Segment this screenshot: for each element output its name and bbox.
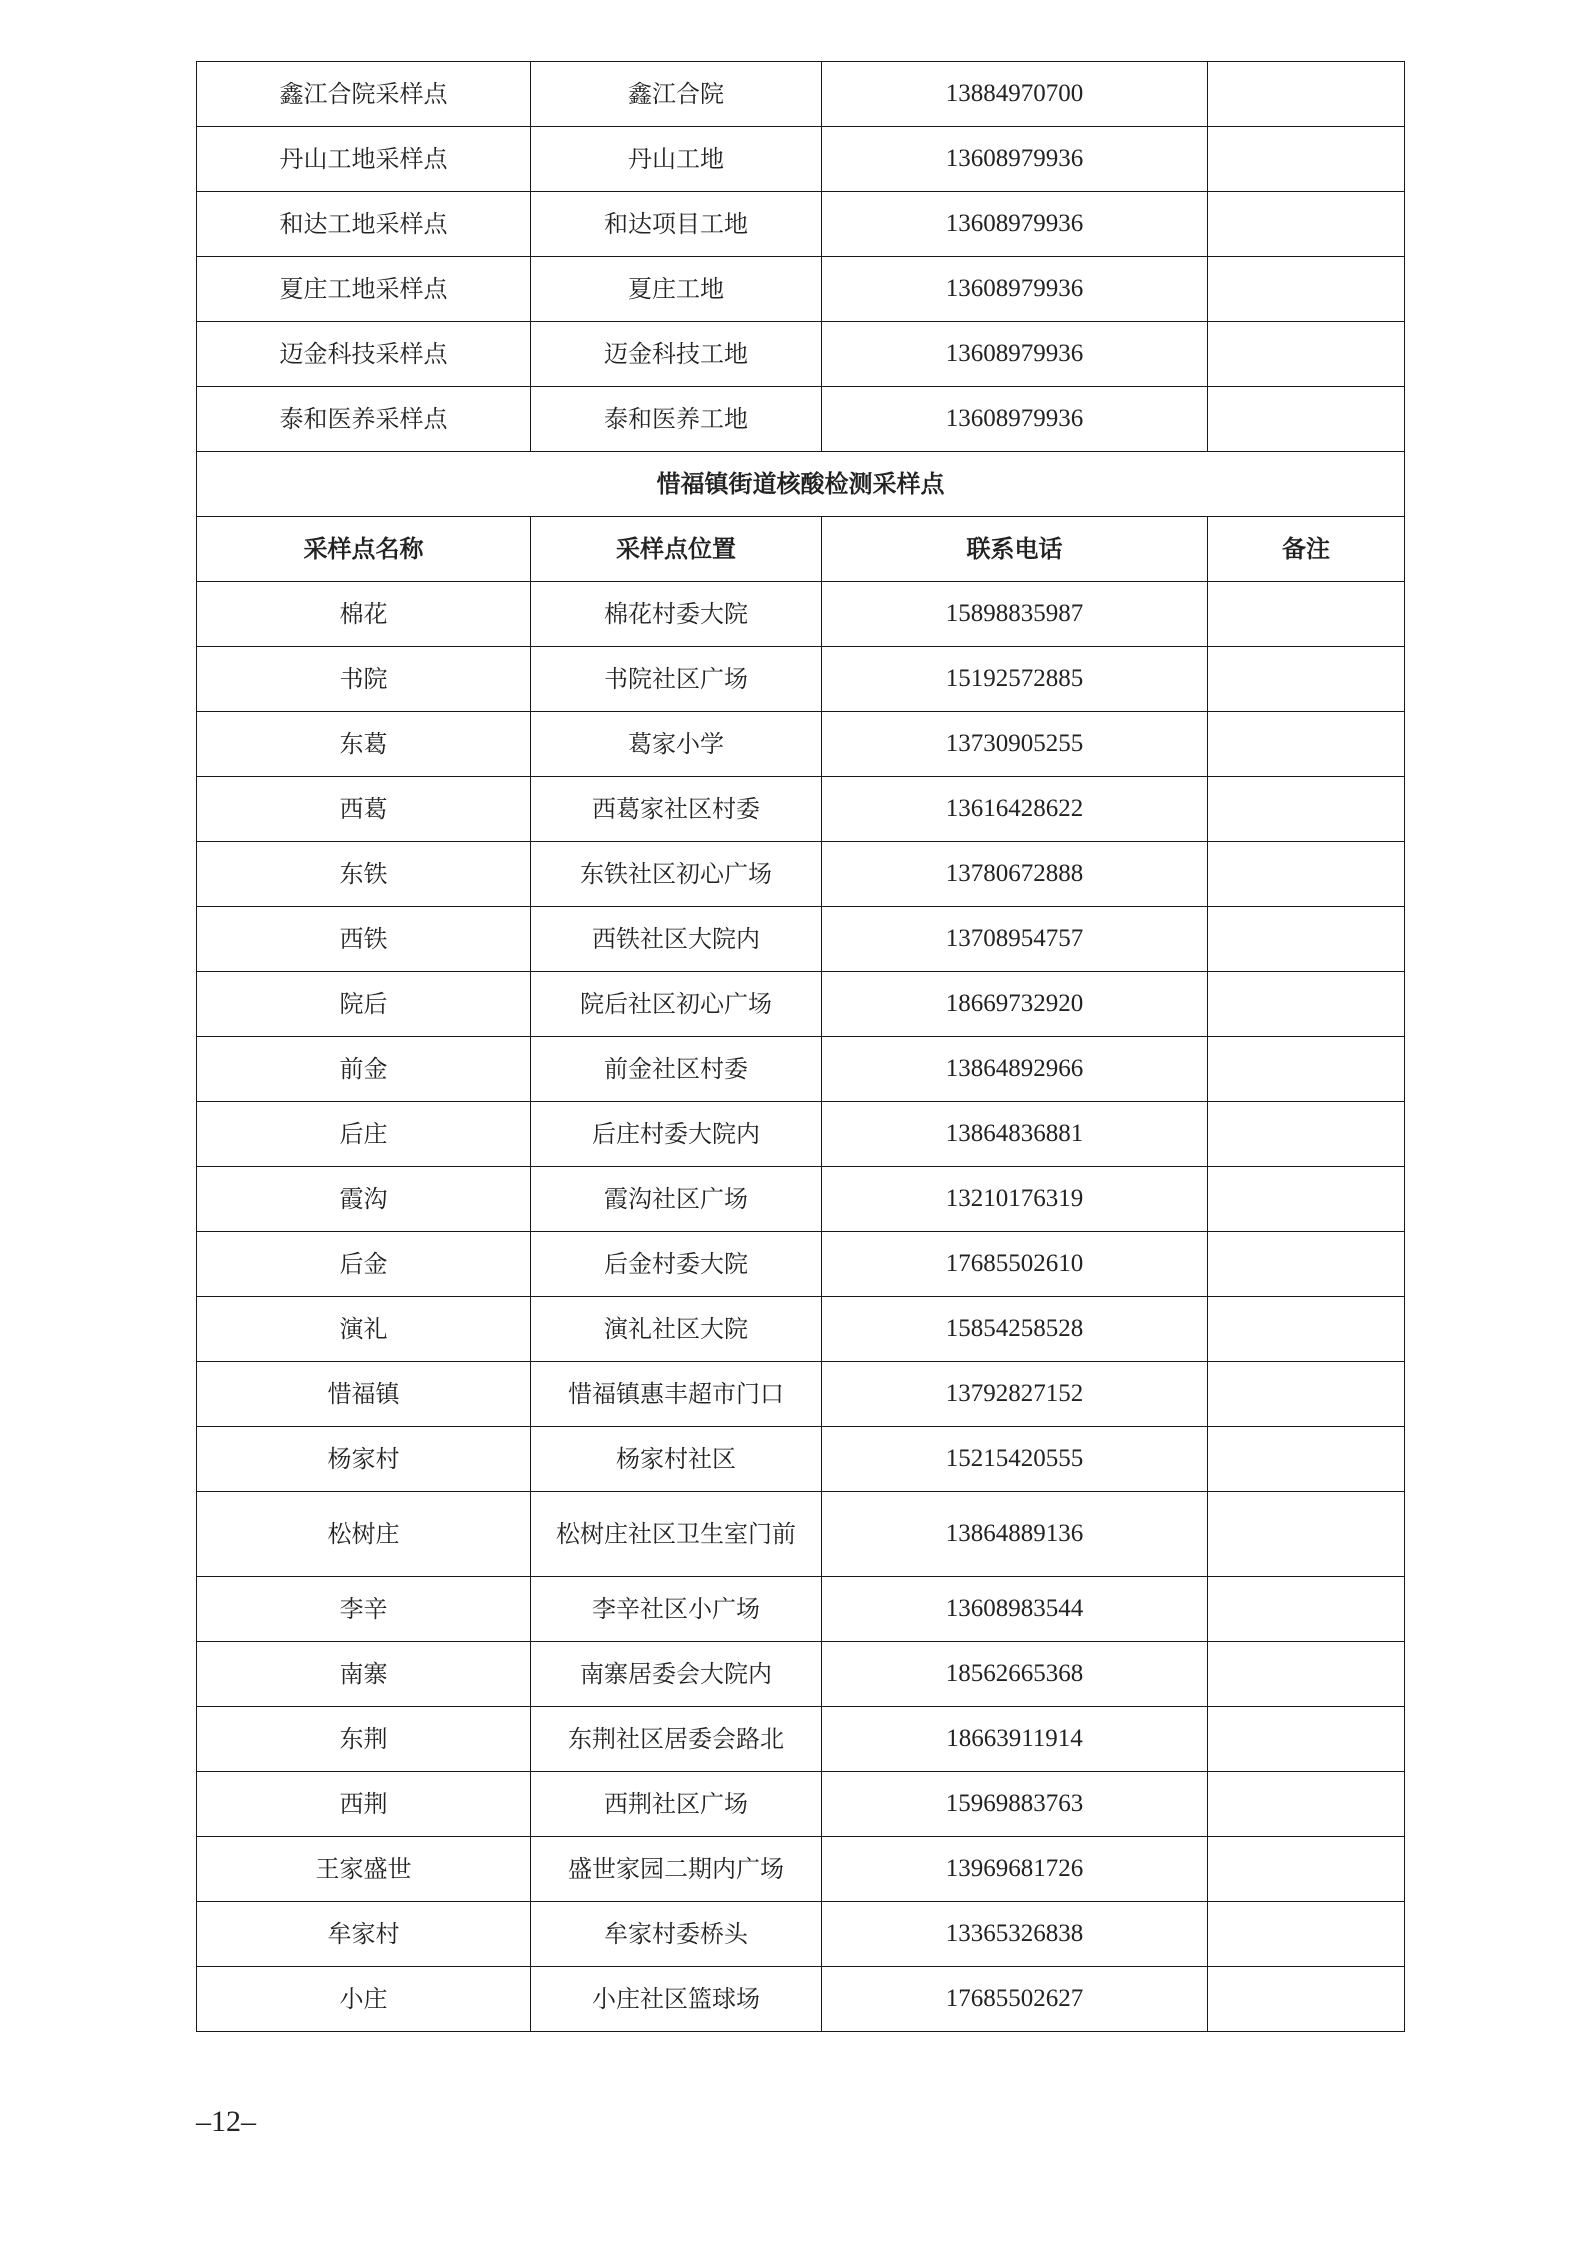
phone-cell: 13608979936 <box>822 322 1208 387</box>
phone-cell: 18669732920 <box>822 972 1208 1037</box>
table-row <box>197 712 1405 777</box>
phone-cell: 13864889136 <box>822 1492 1208 1577</box>
site-location-cell: 牟家村委桥头 <box>531 1902 822 1967</box>
note-cell <box>1208 1837 1405 1902</box>
sampling-points-table <box>196 61 1405 2032</box>
note-cell <box>1208 1102 1405 1167</box>
note-cell <box>1208 257 1405 322</box>
phone-cell: 13864836881 <box>822 1102 1208 1167</box>
page-number: –12– <box>196 2105 256 2138</box>
site-name-cell: 松树庄 <box>197 1492 531 1577</box>
phone-cell: 18562665368 <box>822 1642 1208 1707</box>
table-row <box>197 907 1405 972</box>
phone-cell: 13608979936 <box>822 257 1208 322</box>
note-cell <box>1208 1232 1405 1297</box>
table-row <box>197 1707 1405 1772</box>
phone-cell: 13608979936 <box>822 192 1208 257</box>
site-location-cell: 霞沟社区广场 <box>531 1167 822 1232</box>
phone-cell: 15854258528 <box>822 1297 1208 1362</box>
table-row <box>197 62 1405 127</box>
site-name-cell: 西荆 <box>197 1772 531 1837</box>
note-cell <box>1208 1362 1405 1427</box>
note-cell <box>1208 62 1405 127</box>
note-cell <box>1208 322 1405 387</box>
phone-cell: 17685502627 <box>822 1967 1208 2032</box>
site-location-cell: 鑫江合院 <box>531 62 822 127</box>
table-row <box>197 842 1405 907</box>
table-row <box>197 1577 1405 1642</box>
site-location-cell: 前金社区村委 <box>531 1037 822 1102</box>
site-location-cell: 泰和医养工地 <box>531 387 822 452</box>
note-cell <box>1208 192 1405 257</box>
site-location-cell: 葛家小学 <box>531 712 822 777</box>
table-row <box>197 257 1405 322</box>
phone-cell: 15192572885 <box>822 647 1208 712</box>
site-name-cell: 杨家村 <box>197 1427 531 1492</box>
site-location-cell: 西荆社区广场 <box>531 1772 822 1837</box>
site-location-cell: 夏庄工地 <box>531 257 822 322</box>
table-row <box>197 192 1405 257</box>
section-title: 惜福镇街道核酸检测采样点 <box>197 452 1405 517</box>
site-name-cell: 迈金科技采样点 <box>197 322 531 387</box>
phone-cell: 13884970700 <box>822 62 1208 127</box>
site-name-cell: 东葛 <box>197 712 531 777</box>
header-note: 备注 <box>1208 517 1405 582</box>
table-row <box>197 1167 1405 1232</box>
site-location-cell: 惜福镇惠丰超市门口 <box>531 1362 822 1427</box>
phone-cell: 13730905255 <box>822 712 1208 777</box>
site-name-cell: 后金 <box>197 1232 531 1297</box>
site-location-cell: 书院社区广场 <box>531 647 822 712</box>
note-cell <box>1208 1427 1405 1492</box>
header-site-name: 采样点名称 <box>197 517 531 582</box>
site-location-cell: 后庄村委大院内 <box>531 1102 822 1167</box>
phone-cell: 13864892966 <box>822 1037 1208 1102</box>
phone-cell: 15898835987 <box>822 582 1208 647</box>
note-cell <box>1208 777 1405 842</box>
site-location-cell: 盛世家园二期内广场 <box>531 1837 822 1902</box>
site-name-cell: 院后 <box>197 972 531 1037</box>
site-location-cell: 杨家村社区 <box>531 1427 822 1492</box>
site-location-cell: 演礼社区大院 <box>531 1297 822 1362</box>
site-location-cell: 院后社区初心广场 <box>531 972 822 1037</box>
table-row <box>197 1102 1405 1167</box>
phone-cell: 15215420555 <box>822 1427 1208 1492</box>
site-location-cell: 东荆社区居委会路北 <box>531 1707 822 1772</box>
phone-cell: 13365326838 <box>822 1902 1208 1967</box>
note-cell <box>1208 1642 1405 1707</box>
note-cell <box>1208 1902 1405 1967</box>
site-name-cell: 王家盛世 <box>197 1837 531 1902</box>
phone-cell: 13210176319 <box>822 1167 1208 1232</box>
header-phone: 联系电话 <box>822 517 1208 582</box>
phone-cell: 18663911914 <box>822 1707 1208 1772</box>
phone-cell: 13792827152 <box>822 1362 1208 1427</box>
table-row <box>197 1642 1405 1707</box>
table-row <box>197 1837 1405 1902</box>
header-site-location: 采样点位置 <box>531 517 822 582</box>
table-row <box>197 972 1405 1037</box>
table-row <box>197 777 1405 842</box>
site-name-cell: 后庄 <box>197 1102 531 1167</box>
phone-cell: 13708954757 <box>822 907 1208 972</box>
table-row <box>197 127 1405 192</box>
note-cell <box>1208 712 1405 777</box>
note-cell <box>1208 1037 1405 1102</box>
table-row <box>197 387 1405 452</box>
note-cell <box>1208 127 1405 192</box>
site-name-cell: 和达工地采样点 <box>197 192 531 257</box>
site-location-cell: 东铁社区初心广场 <box>531 842 822 907</box>
site-name-cell: 南寨 <box>197 1642 531 1707</box>
section-title-row <box>197 452 1405 517</box>
site-name-cell: 西葛 <box>197 777 531 842</box>
phone-cell: 17685502610 <box>822 1232 1208 1297</box>
site-name-cell: 惜福镇 <box>197 1362 531 1427</box>
site-name-cell: 李辛 <box>197 1577 531 1642</box>
site-location-cell: 小庄社区篮球场 <box>531 1967 822 2032</box>
site-name-cell: 牟家村 <box>197 1902 531 1967</box>
note-cell <box>1208 907 1405 972</box>
table-row <box>197 1772 1405 1837</box>
table-row <box>197 1967 1405 2032</box>
phone-cell: 13780672888 <box>822 842 1208 907</box>
site-name-cell: 鑫江合院采样点 <box>197 62 531 127</box>
phone-cell: 13608979936 <box>822 127 1208 192</box>
site-location-cell: 李辛社区小广场 <box>531 1577 822 1642</box>
note-cell <box>1208 972 1405 1037</box>
note-cell <box>1208 647 1405 712</box>
note-cell <box>1208 1967 1405 2032</box>
phone-cell: 13608979936 <box>822 387 1208 452</box>
site-name-cell: 棉花 <box>197 582 531 647</box>
phone-cell: 15969883763 <box>822 1772 1208 1837</box>
note-cell <box>1208 1577 1405 1642</box>
site-location-cell: 丹山工地 <box>531 127 822 192</box>
site-name-cell: 泰和医养采样点 <box>197 387 531 452</box>
site-location-cell: 后金村委大院 <box>531 1232 822 1297</box>
site-name-cell: 霞沟 <box>197 1167 531 1232</box>
phone-cell: 13616428622 <box>822 777 1208 842</box>
note-cell <box>1208 582 1405 647</box>
site-name-cell: 丹山工地采样点 <box>197 127 531 192</box>
site-name-cell: 东荆 <box>197 1707 531 1772</box>
site-name-cell: 夏庄工地采样点 <box>197 257 531 322</box>
site-name-cell: 演礼 <box>197 1297 531 1362</box>
table-row <box>197 1037 1405 1102</box>
site-location-cell: 西葛家社区村委 <box>531 777 822 842</box>
phone-cell: 13608983544 <box>822 1577 1208 1642</box>
phone-cell: 13969681726 <box>822 1837 1208 1902</box>
table-row <box>197 322 1405 387</box>
site-name-cell: 小庄 <box>197 1967 531 2032</box>
header-row <box>197 517 1405 582</box>
site-location-cell: 迈金科技工地 <box>531 322 822 387</box>
note-cell <box>1208 387 1405 452</box>
site-location-cell: 松树庄社区卫生室门前 <box>531 1492 822 1577</box>
table-row <box>197 647 1405 712</box>
table-row <box>197 1427 1405 1492</box>
note-cell <box>1208 1772 1405 1837</box>
note-cell <box>1208 1297 1405 1362</box>
note-cell <box>1208 1707 1405 1772</box>
site-location-cell: 南寨居委会大院内 <box>531 1642 822 1707</box>
site-location-cell: 西铁社区大院内 <box>531 907 822 972</box>
note-cell <box>1208 1167 1405 1232</box>
site-name-cell: 东铁 <box>197 842 531 907</box>
site-location-cell: 和达项目工地 <box>531 192 822 257</box>
table-row <box>197 1297 1405 1362</box>
table-row <box>197 1492 1405 1577</box>
note-cell <box>1208 1492 1405 1577</box>
site-location-cell: 棉花村委大院 <box>531 582 822 647</box>
site-name-cell: 书院 <box>197 647 531 712</box>
site-name-cell: 西铁 <box>197 907 531 972</box>
table-row <box>197 582 1405 647</box>
table-row <box>197 1362 1405 1427</box>
table-row <box>197 1902 1405 1967</box>
site-name-cell: 前金 <box>197 1037 531 1102</box>
note-cell <box>1208 842 1405 907</box>
table-row <box>197 1232 1405 1297</box>
